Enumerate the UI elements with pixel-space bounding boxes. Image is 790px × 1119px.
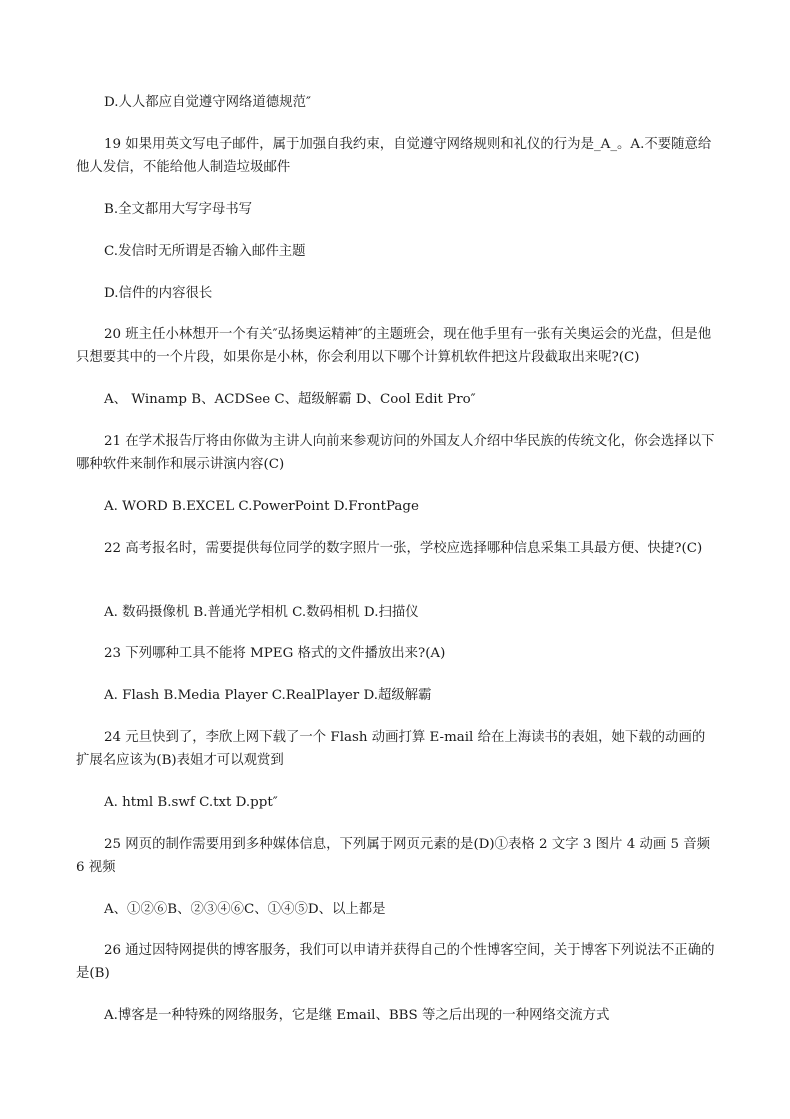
question-26: 26 通过因特网提供的博客服务，我们可以申请并获得自己的个性博客空间，关于博客下列说法不正确的是(B) <box>76 943 715 981</box>
question-25: 25 网页的制作需要用到多种媒体信息，下列属于网页元素的是(D)①表格 2 文字 3 图片 4 动画 5 音频 6 视频 <box>76 837 711 875</box>
option-26-a: A.博客是一种特殊的网络服务，它是继 Email、BBS 等之后出现的一种网络交流方式 <box>104 1008 610 1023</box>
question-24: 24 元旦快到了，李欣上网下载了一个 Flash 动画打算 E-mail 给在上海读书的表姐，她下载的动画的扩展名应该为(B)表姐才可以观赏到 <box>76 730 706 768</box>
option-19-c: C.发信时无所谓是否输入邮件主题 <box>104 244 306 259</box>
options-20: A、 Winamp B、ACDSee C、超级解霸 D、Cool Edit Pro″ <box>104 392 476 407</box>
options-23: A. Flash B.Media Player C.RealPlayer D.超级解霸 <box>104 688 432 703</box>
options-22: A. 数码摄像机 B.普通光学相机 C.数码相机 D.扫描仪 <box>104 605 419 620</box>
question-22: 22 高考报名时，需要提供每位同学的数字照片一张，学校应选择哪种信息采集工具最方便、快捷?(C) <box>104 541 703 556</box>
question-20: 20 班主任小林想开一个有关″弘扬奥运精神″的主题班会，现在他手里有一张有关奥运会的光盘，但是他只想要其中的一个片段，如果你是小林，你会利用以下哪个计算机软件把这片段截取出来呢?(C) <box>76 327 712 365</box>
question-23: 23 下列哪种工具不能将 MPEG 格式的文件播放出来?(A) <box>104 646 446 661</box>
options-24: A. html B.swf C.txt D.ppt″ <box>104 795 278 810</box>
question-19: 19 如果用英文写电子邮件，属于加强自我约束，自觉遵守网络规则和礼仪的行为是_A_。A.不要随意给他人发信，不能给他人制造垃圾邮件 <box>76 137 712 175</box>
option-19-b: B.全文都用大写字母书写 <box>104 202 253 217</box>
option-18-d: D.人人都应自觉遵守网络道德规范″ <box>104 95 311 110</box>
options-21: A. WORD B.EXCEL C.PowerPoint D.FrontPage <box>104 499 419 514</box>
question-21: 21 在学术报告厅将由你做为主讲人向前来参观访问的外国友人介绍中华民族的传统文化，你会选择以下哪种软件来制作和展示讲演内容(C) <box>76 434 715 472</box>
options-25: A、①②⑥B、②③④⑥C、①④⑤D、以上都是 <box>104 902 386 917</box>
option-19-d: D.信件的内容很长 <box>104 286 213 301</box>
